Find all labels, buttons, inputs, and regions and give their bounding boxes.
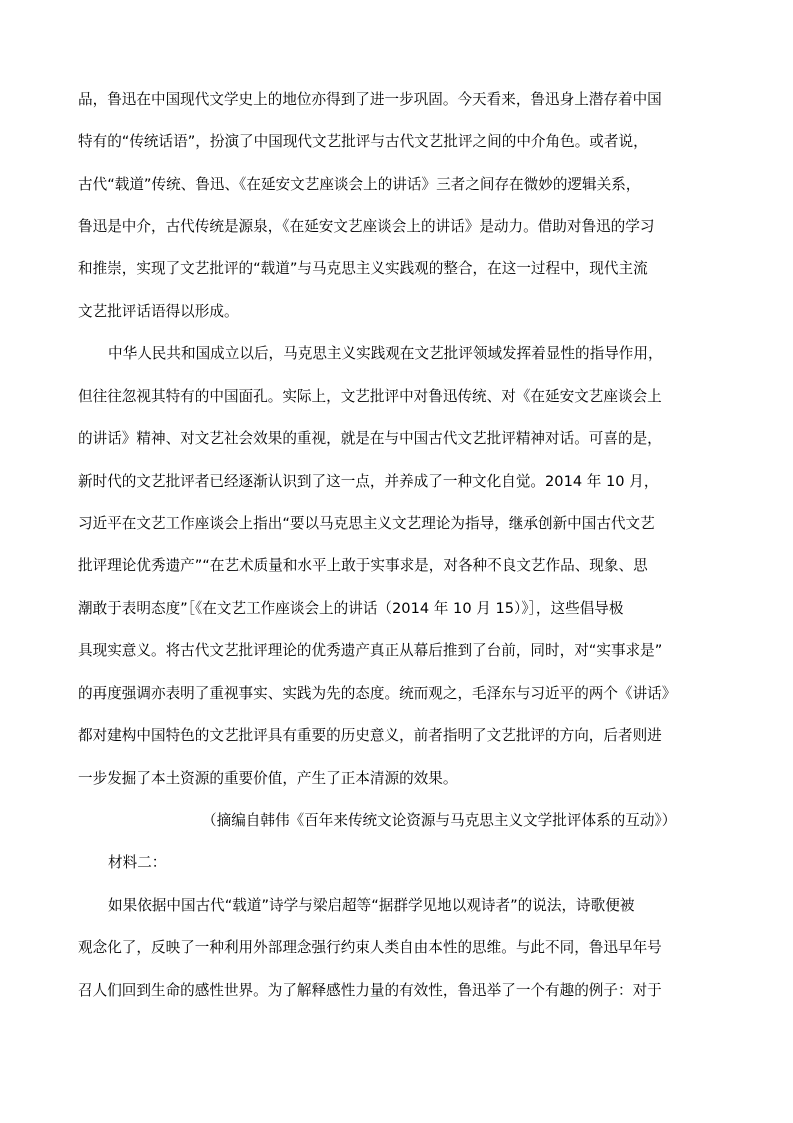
paragraph-line: 的讲话》精神、对文艺社会效果的重视，就是在与中国古代文艺批评精神对话。可喜的是， <box>78 430 662 447</box>
paragraph-line: 一步发掘了本土资源的重要价值，产生了正本清源的效果。 <box>78 770 458 787</box>
paragraph-line: 品，鲁迅在中国现代文学史上的地位亦得到了进一步巩固。今天看来，鲁迅身上潜存着中国 <box>78 91 662 108</box>
paragraph-line: 如果依据中国古代“载道”诗学与梁启超等“据群学见地以观诗者”的说法，诗歌便被 <box>108 897 635 914</box>
paragraph-line: 特有的“传统话语”，扮演了中国现代文艺批评与古代文艺批评之间的中介角色。或者说， <box>78 133 648 150</box>
paragraph-line: 的再度强调亦表明了重视事实、实践为先的态度。统而观之，毛泽东与习近平的两个《讲话》 <box>78 685 677 702</box>
paragraph-line: 召人们回到生命的感性世界。为了解释感性力量的有效性，鲁迅举了一个有趣的例子：对于 <box>78 982 662 999</box>
paragraph-line: 新时代的文艺批评者已经逐渐认识到了这一点，并养成了一种文化自觉。2014 年 10 月， <box>78 473 659 490</box>
paragraph-line: 都对建构中国特色的文艺批评具有重要的历史意义，前者指明了文艺批评的方向，后者则进 <box>78 727 662 744</box>
paragraph-line: 潮敢于表明态度”［《在文艺工作座谈会上的讲话（2014 年 10 月 15）》］，这些倡导极 <box>78 600 624 617</box>
paragraph-line: 和推崇，实现了文艺批评的“载道”与马克思主义实践观的整合，在这一过程中，现代主流 <box>78 260 648 277</box>
paragraph-line: 观念化了，反映了一种利用外部理念强行约束人类自由本性的思维。与此不同，鲁迅早年号 <box>78 939 662 956</box>
paragraph-line: 古代“载道”传统、鲁迅、《在延安文艺座谈会上的讲话》三者之间存在微妙的逻辑关系， <box>78 176 641 193</box>
paragraph-line: 鲁迅是中介，古代传统是源泉，《在延安文艺座谈会上的讲话》是动力。借助对鲁迅的学习 <box>78 218 655 235</box>
source-citation: （摘编自韩伟《百年来传统文论资源与马克思主义文学批评体系的互动》） <box>202 812 677 829</box>
paragraph-line: 但往往忽视其特有的中国面孔。实际上，文艺批评中对鲁迅传统、对《在延安文艺座谈会上 <box>78 388 662 405</box>
paragraph-line: 中华人民共和国成立以后，马克思主义实践观在文艺批评领域发挥着显性的指导作用， <box>108 345 663 362</box>
paragraph-line: 文艺批评话语得以形成。 <box>78 303 239 320</box>
paragraph-line: 具现实意义。将古代文艺批评理论的优秀遗产真正从幕后推到了台前，同时，对“实事求是” <box>78 642 663 659</box>
paragraph-line: 习近平在文艺工作座谈会上指出“要以马克思主义文艺理论为指导，继承创新中国古代文艺 <box>78 515 655 532</box>
section-heading: 材料二： <box>108 854 167 871</box>
paragraph-line: 批评理论优秀遗产”“在艺术质量和水平上敢于实事求是，对各种不良文艺作品、现象、思 <box>78 557 648 574</box>
